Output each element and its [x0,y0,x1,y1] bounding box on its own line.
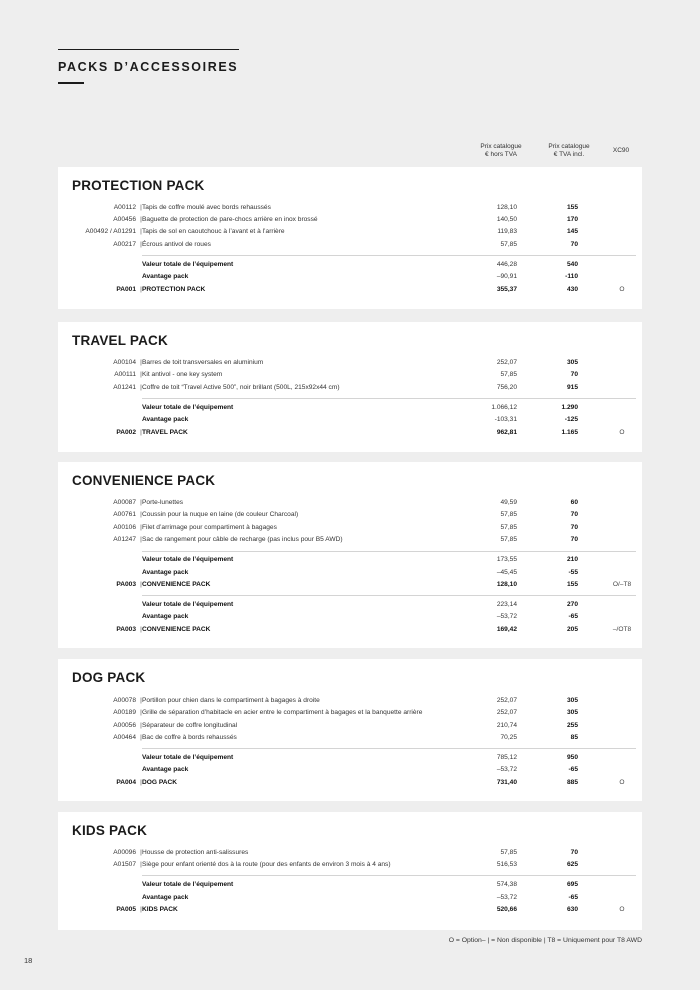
item-price-excl: 57,85 [500,241,517,248]
pack-price-incl: 1.165 [561,429,578,436]
advantage-price-incl: -110 [565,273,578,280]
column-header-model-text: XC90 [612,147,630,154]
item-price-incl: 85 [570,734,578,741]
pack-code: PA002 [116,429,136,436]
advantage-price-excl: -103,31 [494,416,517,423]
item-description: Filet d’arrimage pour compartiment à bagages [142,524,277,531]
pack-card-convenience [58,462,642,648]
total-row [58,402,642,414]
item-description: Housse de protection anti-salissures [142,849,249,856]
item-row [58,369,642,381]
item-description: Tapis de coffre moulé avec bords rehaussés [142,204,271,211]
item-price-excl: 140,50 [496,216,517,223]
total-row [58,599,642,611]
total-row [58,554,642,566]
separator: | [140,849,142,856]
pack-price-incl: 155 [566,581,578,588]
pack-total-row [58,777,642,789]
total-price-incl: 950 [566,754,578,761]
item-price-excl: 49,59 [500,499,517,506]
item-price-excl: 57,85 [500,524,517,531]
item-price-excl: 57,85 [500,849,517,856]
separator: | [140,499,142,506]
item-code: A00492 / A01291 [85,228,136,235]
advantage-row [58,892,642,904]
item-code: A00456 [113,216,136,223]
item-price-excl: 57,85 [500,536,517,543]
separator: | [140,626,142,633]
separator: | [140,861,142,868]
pack-label: DOG PACK [142,779,178,786]
item-description: Siège pour enfant orienté dos à la route (pour des enfants de environ 3 mois à 4 ans) [142,861,391,868]
column-header-price-incl-text: Prix catalogue € TVA incl. [548,143,590,158]
separator: | [140,524,142,531]
advantage-row [58,764,642,776]
availability-mark: O/–T8 [612,581,632,588]
pack-price-excl: 128,10 [496,581,517,588]
separator: | [140,581,142,588]
item-description: Barres de toit transversales en aluminium [142,359,264,366]
pack-price-excl: 520,66 [496,906,517,913]
pack-card-kids [58,812,642,930]
pack-code: PA004 [116,779,136,786]
item-row [58,214,642,226]
pack-card-travel [58,322,642,452]
item-description: Porte-lunettes [142,499,184,506]
top-rule [58,49,239,50]
separator: | [140,204,142,211]
separator: | [140,779,142,786]
advantage-price-incl: -65 [568,766,578,773]
item-row [58,382,642,394]
availability-mark: –/OT8 [612,626,632,633]
advantage-label: Avantage pack [142,766,189,773]
total-price-incl: 1.290 [561,404,578,411]
item-price-incl: 305 [566,697,578,704]
item-description: Tapis de sol en caoutchouc à l’avant et à l’arrière [142,228,285,235]
availability-mark: O [619,286,625,293]
item-description: Séparateur de coffre longitudinal [142,722,238,729]
item-price-incl: 70 [570,536,578,543]
item-code: A00761 [113,511,136,518]
pack-price-excl: 731,40 [496,779,517,786]
item-description: Bac de coffre à bords rehaussés [142,734,237,741]
item-price-excl: 252,07 [496,697,517,704]
total-price-excl: 223,14 [496,601,517,608]
item-price-excl: 210,74 [496,722,517,729]
pack-label: PROTECTION PACK [142,286,206,293]
separator: | [140,371,142,378]
separator: | [140,536,142,543]
availability-mark: O [619,779,625,786]
item-code: A00078 [113,697,136,704]
total-row [58,259,642,271]
item-price-excl: 252,07 [496,359,517,366]
advantage-label: Avantage pack [142,273,189,280]
separator: | [140,228,142,235]
pack-price-excl: 355,37 [496,286,517,293]
item-code: A00217 [113,241,136,248]
divider [142,748,636,749]
item-row [58,720,642,732]
column-header-price-incl [536,143,602,159]
item-code: A00104 [113,359,136,366]
item-price-excl: 128,10 [496,204,517,211]
item-price-incl: 70 [570,849,578,856]
item-description: Kit antivol - one key system [142,371,223,378]
advantage-price-excl: –90,91 [496,273,517,280]
pack-price-incl: 430 [566,286,578,293]
pack-title: PROTECTION PACK [72,178,205,193]
separator: | [140,734,142,741]
item-row [58,534,642,546]
pack-price-incl: 885 [566,779,578,786]
item-row [58,497,642,509]
item-price-incl: 70 [570,241,578,248]
item-price-incl: 155 [566,204,578,211]
item-description: Écrous antivol de roues [142,241,211,248]
pack-total-row [58,427,642,439]
advantage-price-incl: -125 [564,416,578,423]
pack-title: TRAVEL PACK [72,333,168,348]
total-label: Valeur totale de l’équipement [142,404,234,411]
item-price-incl: 255 [566,722,578,729]
pack-total-row [58,624,642,636]
divider [142,398,636,399]
pack-card-protection [58,167,642,309]
separator: | [140,216,142,223]
advantage-row [58,567,642,579]
item-price-incl: 70 [570,371,578,378]
advantage-price-excl: –53,72 [496,613,517,620]
pack-label: CONVENIENCE PACK [142,626,211,633]
advantage-price-incl: -65 [568,613,578,620]
item-description: Coussin pour la nuque en laine (de couleur Charcoal) [142,511,299,518]
advantage-price-incl: -65 [568,894,578,901]
item-price-incl: 915 [566,384,578,391]
item-description: Baguette de protection de pare-chocs arrière en inox brossé [142,216,318,223]
item-price-excl: 756,20 [496,384,517,391]
pack-price-incl: 205 [566,626,578,633]
pack-total-row [58,284,642,296]
pack-label: CONVENIENCE PACK [142,581,211,588]
item-price-excl: 516,53 [496,861,517,868]
item-row [58,707,642,719]
total-price-incl: 270 [566,601,578,608]
advantage-label: Avantage pack [142,613,189,620]
total-price-incl: 210 [566,556,578,563]
item-row [58,847,642,859]
item-row [58,732,642,744]
title-underline [58,82,84,84]
item-row [58,859,642,871]
total-price-incl: 540 [566,261,578,268]
item-price-excl: 57,85 [500,511,517,518]
total-price-excl: 173,55 [496,556,517,563]
item-row [58,695,642,707]
advantage-price-excl: –53,72 [496,766,517,773]
pack-price-excl: 962,81 [496,429,517,436]
column-header-price-excl [468,143,534,159]
total-label: Valeur totale de l’équipement [142,881,234,888]
pack-total-row [58,904,642,916]
pack-title: CONVENIENCE PACK [72,473,216,488]
item-row [58,239,642,251]
item-price-incl: 170 [566,216,578,223]
separator: | [140,241,142,248]
item-code: A00464 [113,734,136,741]
item-row [58,522,642,534]
separator: | [140,697,142,704]
item-price-excl: 70,25 [500,734,517,741]
advantage-label: Avantage pack [142,569,189,576]
separator: | [140,384,142,391]
total-label: Valeur totale de l’équipement [142,601,234,608]
item-price-incl: 70 [570,524,578,531]
item-row [58,226,642,238]
column-header-price-excl-text: Prix catalogue € hors TVA [480,143,522,158]
item-code: A01241 [113,384,136,391]
item-description: Portillon pour chien dans le compartiment à bagages à droite [142,697,320,704]
item-price-incl: 305 [566,359,578,366]
advantage-row [58,611,642,623]
divider [142,551,636,552]
pack-price-incl: 630 [566,906,578,913]
total-label: Valeur totale de l’équipement [142,261,234,268]
item-price-incl: 60 [570,499,578,506]
total-price-excl: 1.066,12 [491,404,517,411]
advantage-row [58,271,642,283]
pack-code: PA003 [116,581,136,588]
total-price-excl: 446,28 [496,261,517,268]
separator: | [140,722,142,729]
item-price-excl: 119,83 [497,228,517,235]
total-price-incl: 695 [566,881,578,888]
total-row [58,752,642,764]
item-price-incl: 305 [566,709,578,716]
page-title: PACKS D’ACCESSOIRES [58,60,239,74]
total-price-excl: 785,12 [496,754,517,761]
total-label: Valeur totale de l’équipement [142,754,234,761]
item-row [58,202,642,214]
availability-mark: O [619,429,625,436]
pack-code: PA005 [116,906,136,913]
pack-card-dog [58,659,642,801]
pack-price-excl: 169,42 [496,626,517,633]
advantage-row [58,414,642,426]
item-price-excl: 252,07 [496,709,517,716]
legend-note: O = Option– | = Non disponible | T8 = Uniquement pour T8 AWD [448,937,642,944]
advantage-price-excl: –53,72 [496,894,517,901]
item-row [58,509,642,521]
pack-title: KIDS PACK [72,823,148,838]
pack-label: KIDS PACK [142,906,178,913]
item-code: A00111 [114,371,136,378]
total-price-excl: 574,38 [496,881,517,888]
item-row [58,357,642,369]
item-code: A00096 [113,849,136,856]
separator: | [140,709,142,716]
advantage-price-excl: –45,45 [496,569,517,576]
advantage-label: Avantage pack [142,894,189,901]
item-code: A00106 [113,524,136,531]
pack-code: PA001 [116,286,136,293]
pack-total-row [58,579,642,591]
total-label: Valeur totale de l’équipement [142,556,234,563]
item-price-incl: 145 [566,228,578,235]
divider [142,255,636,256]
advantage-price-incl: -55 [568,569,578,576]
item-code: A00112 [113,204,136,211]
availability-mark: O [619,906,625,913]
total-row [58,879,642,891]
separator: | [140,429,142,436]
column-header-model [600,147,642,155]
item-price-incl: 625 [566,861,578,868]
separator: | [140,359,142,366]
separator: | [140,511,142,518]
item-code: A00056 [113,722,136,729]
divider [142,875,636,876]
item-description: Sac de rangement pour câble de recharge (pas inclus pour B5 AWD) [142,536,343,543]
separator: | [140,286,142,293]
item-price-incl: 70 [570,511,578,518]
pack-label: TRAVEL PACK [142,429,188,436]
item-code: A01507 [113,861,136,868]
item-description: Coffre de toit “Travel Active 500”, noir brillant (500L, 215x92x44 cm) [142,384,340,391]
separator: | [140,906,142,913]
item-code: A01247 [113,536,136,543]
divider [142,595,636,596]
pack-code: PA003 [116,626,136,633]
item-code: A00189 [113,709,136,716]
advantage-label: Avantage pack [142,416,189,423]
item-price-excl: 57,85 [500,371,517,378]
pack-title: DOG PACK [72,670,146,685]
item-description: Grille de séparation d’habitacle en acier entre le compartiment à bagages et la banquette arrière [142,709,423,716]
item-code: A00087 [113,499,136,506]
page-number: 18 [24,956,33,965]
